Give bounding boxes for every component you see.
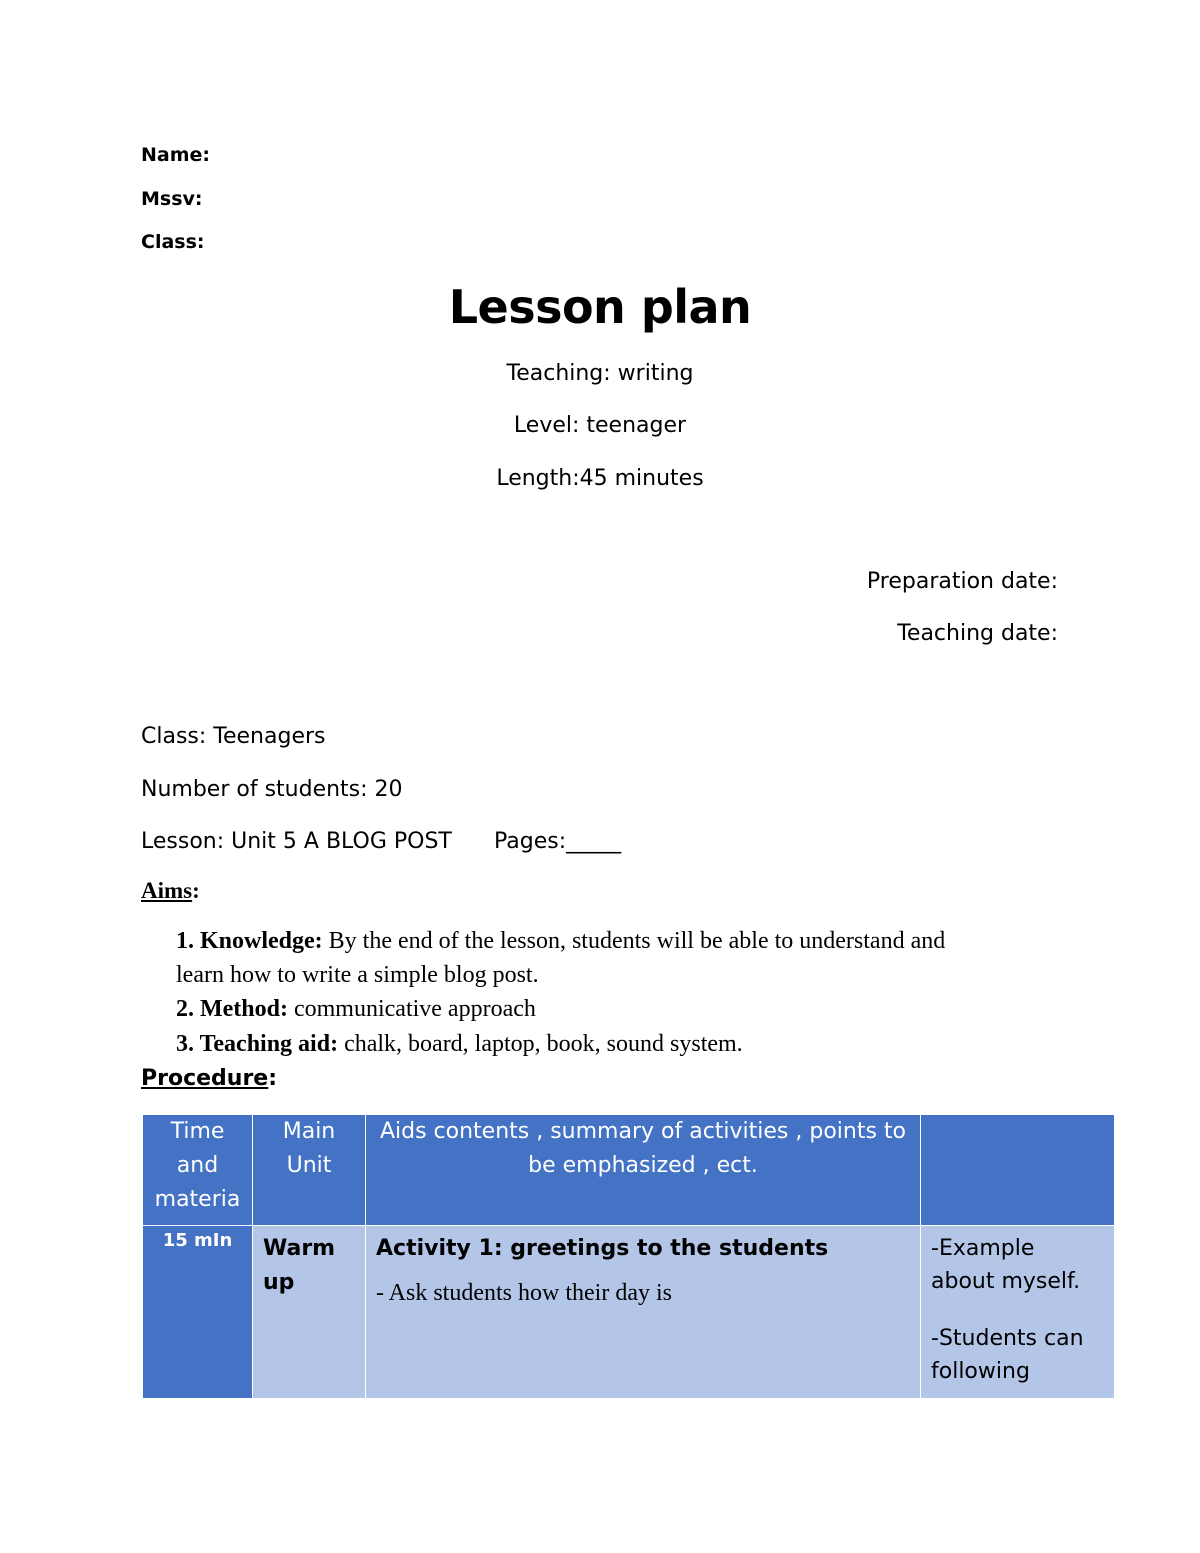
row-activity	[366, 1226, 921, 1399]
teaching-skill: Teaching: writing	[506, 361, 694, 386]
aims-colon: :	[192, 878, 200, 903]
header-empty	[921, 1115, 1115, 1226]
header-time	[143, 1115, 253, 1226]
header-contents-text: Aids contents , summary of activities , points to be emphasized , ect.	[379, 1119, 907, 1178]
aim-1-text: By the end of the lesson, students will be able to understand and	[322, 928, 946, 954]
class-label: Class:	[141, 231, 205, 253]
mssv-label: Mssv:	[141, 188, 203, 210]
header-contents	[366, 1115, 921, 1226]
aims-heading-text: Aims	[141, 878, 193, 903]
aims-heading	[141, 878, 200, 904]
table-header-row	[143, 1115, 1115, 1226]
aim-item-1-cont: learn how to write a simple blog post.	[176, 962, 539, 988]
note-example: -Example about myself.	[931, 1236, 1081, 1294]
preparation-date: Preparation date:	[866, 569, 1058, 594]
aim-1-num: 1.	[176, 928, 194, 954]
aim-item-2	[176, 996, 536, 1023]
activity-title: Activity 1: greetings to the students	[376, 1236, 829, 1261]
name-label: Name:	[141, 144, 211, 166]
level: Level: teenager	[513, 413, 687, 438]
students-info: Number of students: 20	[141, 777, 403, 802]
header-unit-text: Main Unit	[282, 1119, 336, 1178]
class-info: Class: Teenagers	[141, 724, 326, 749]
row-time: 15 mIn	[143, 1226, 253, 1399]
header-unit	[253, 1115, 366, 1226]
note-students: -Students can following	[931, 1326, 1084, 1384]
table-row	[143, 1226, 1115, 1399]
row-notes	[921, 1226, 1115, 1399]
header-time-text: Time and materia	[154, 1119, 241, 1212]
pages-info: Pages:_____	[494, 829, 622, 854]
activity-text: - Ask students how their day is	[376, 1280, 672, 1306]
aim-2-text: communicative approach	[287, 996, 536, 1022]
procedure-heading	[141, 1066, 277, 1091]
aim-item-3	[176, 1031, 743, 1058]
procedure-table	[142, 1114, 1115, 1399]
aim-3-text: chalk, board, laptop, book, sound system.	[338, 1031, 743, 1057]
procedure-heading-text: Procedure	[141, 1066, 269, 1091]
row-unit: Warm up	[253, 1226, 366, 1399]
lesson-info: Lesson: Unit 5 A BLOG POST	[141, 829, 452, 854]
page-title: Lesson plan	[448, 280, 752, 334]
aim-2-label: Method:	[200, 996, 288, 1022]
aim-2-num: 2.	[176, 996, 194, 1022]
aim-3-label: Teaching aid:	[199, 1031, 339, 1057]
length: Length:45 minutes	[496, 466, 704, 491]
aim-1-label: Knowledge:	[200, 928, 323, 954]
teaching-date: Teaching date:	[897, 621, 1058, 646]
aim-3-num: 3.	[176, 1031, 194, 1057]
procedure-colon: :	[268, 1066, 278, 1091]
aim-item-1	[176, 928, 945, 955]
